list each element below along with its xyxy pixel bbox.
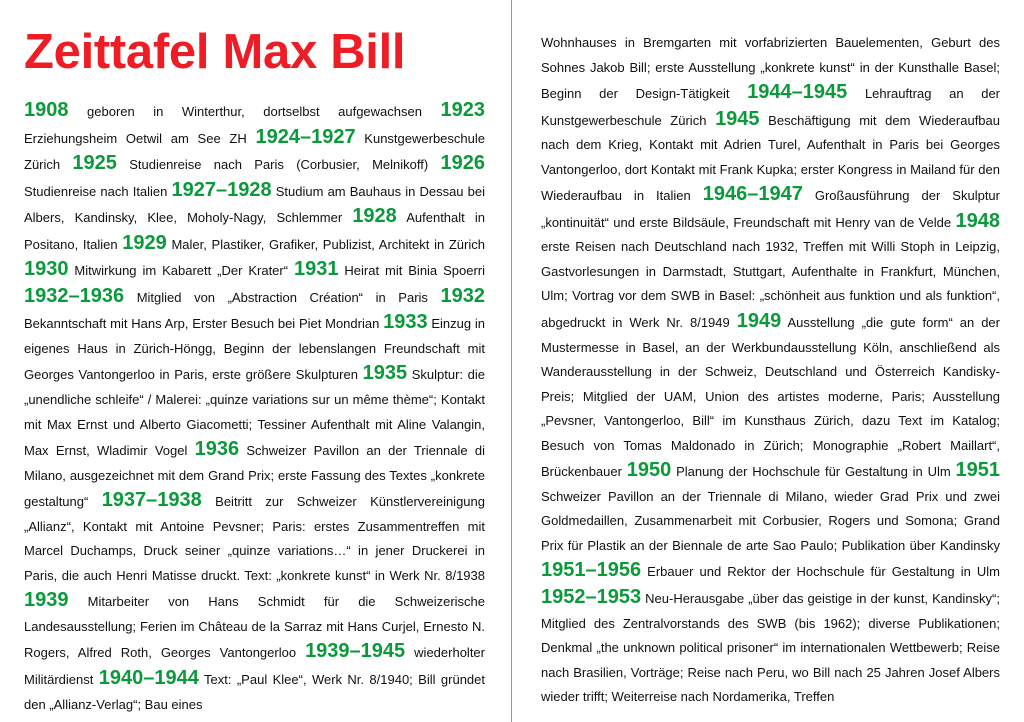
entry-text: Schweizer Pavillon an der Triennale di Milano, ausgezeichnet mit dem Grand Prix; erste Fassung des Textes „konkrete gestaltung“ bbox=[24, 443, 485, 510]
year-label: 1944–1945 bbox=[747, 81, 848, 104]
year-label: 1929 bbox=[122, 231, 167, 254]
entry-text: Planung der Hochschule für Gestaltung in Ulm bbox=[671, 464, 956, 480]
year-label: 1930 bbox=[24, 258, 69, 281]
entry-text: Ausstellung „die gute form“ an der Mustermesse in Basel, an der Werkbundausstellung Köln, anschließend als Wanderausstellung in der Schweiz, Deutschland und Österreich Kandisky-Preis; Mitglied der UAM, Union des artistes moderne, Paris; Ausstellung „Pevsner, Vantongerloo, Bill“ im Kunsthaus Zürich, dazu Text im Katalog; Besuch von Tomas Maldonado in Zürich; Monographie „Robert Maillart“, Brückenbauer bbox=[541, 315, 1000, 480]
year-label: 1935 bbox=[362, 362, 408, 385]
year-label: 1923 bbox=[440, 99, 485, 121]
entry-text: Lehrauftrag an der Kunstgewerbeschule Zürich bbox=[541, 86, 1000, 128]
entry-text: Schweizer Pavillon an der Triennale di Milano, wieder Grad Prix und zwei Goldmedaillen, Zusammenarbeit mit Corbusier, Rogers und Somona; Grand Prix für Plastik an der Biennale de arte Sao Paulo; Publikation über Kandinsky bbox=[541, 488, 1000, 553]
entry-text: Studium am Bauhaus in Dessau bei Albers, Kandinsky, Klee, Moholy-Nagy, Schlemmer bbox=[24, 183, 485, 226]
year-label: 1939 bbox=[24, 589, 69, 612]
entry-text: Heirat mit Binia Spoerri bbox=[338, 263, 485, 279]
year-label: 1948 bbox=[955, 209, 1000, 232]
entry-text: Skulptur: die „unendliche schleife“ / Malerei: „quinze variations sur un même thème“; Kontakt mit Max Ernst und Alberto Giacometti; Tessiner Aufenthalt mit Aline Valangin, Max Ernst, Wladimir Vogel bbox=[24, 367, 486, 459]
entry-text: Text: „Paul Klee“, Werk Nr. 8/1940; Bill gründet den „Allianz-Verlag“; Bau eines bbox=[24, 672, 485, 712]
year-label: 1949 bbox=[736, 310, 782, 333]
year-label: 1951 bbox=[955, 459, 1000, 482]
entry-text: Einzug in eigenes Haus in Zürich-Höngg, Beginn der lebenslangen Freundschaft mit Georges Vantongerloo in Paris, erste größere Skulpturen bbox=[24, 316, 485, 383]
year-label: 1950 bbox=[626, 459, 672, 482]
year-label: 1937–1938 bbox=[101, 489, 202, 512]
year-label: 1933 bbox=[383, 311, 428, 334]
entry-text: Mitarbeiter von Hans Schmidt für die Schweizerische Landesausstellung; Ferien im Château de la Sarraz mit Hans Curjel, Ernesto N. Rogers, Alfred Roth, Georges Vantongerloo bbox=[24, 594, 485, 661]
entry-text: Mitwirkung im Kabarett „Der Krater“ bbox=[68, 263, 294, 279]
year-label: 1945 bbox=[715, 107, 760, 130]
entry-text: Kunstgewerbeschule Zürich bbox=[24, 130, 485, 173]
year-label: 1925 bbox=[72, 152, 117, 175]
entry-text: Bekanntschaft mit Hans Arp, Erster Besuch bei Piet Mondrian bbox=[24, 316, 384, 332]
year-label: 1939–1945 bbox=[305, 640, 406, 663]
continuation-text: Wohnhauses in Bremgarten mit vorfabrizierten Bauelementen, Geburt des Sohnes Jakob Bill; erste Ausstellung „konkrete kunst“ in der Kunsthalle Basel; Beginn der Design-Tätigkeit bbox=[541, 35, 1000, 102]
entry-text: Maler, Plastiker, Grafiker, Publizist, Architekt in Zürich bbox=[166, 236, 485, 252]
entry-text: geboren in Winterthur, dortselbst aufgewachsen bbox=[68, 104, 441, 119]
year-label: 1908 bbox=[24, 99, 69, 121]
page-title: Zeittafel Max Bill bbox=[24, 25, 406, 79]
entry-text: wiederholter Militärdienst bbox=[24, 645, 485, 688]
year-label: 1932 bbox=[440, 284, 485, 307]
timeline-entries-right bbox=[541, 81, 1001, 705]
timeline-text-right bbox=[541, 31, 1000, 710]
year-label: 1927–1928 bbox=[171, 178, 272, 201]
entry-text: Großausführung der Skulptur „kontinuität“ und erste Bildsäule, Freundschaft mit Henry van de Velde bbox=[541, 188, 1000, 230]
year-label: 1951–1956 bbox=[541, 559, 642, 582]
right-page bbox=[512, 0, 1024, 722]
entry-text: Erziehungsheim Oetwil am See ZH bbox=[24, 130, 256, 146]
entry-text: Aufenthalt in Positano, Italien bbox=[24, 210, 486, 252]
entry-text: Neu-Herausgabe „über das geistige in der kunst, Kandinsky“; Mitglied des Zentralvorstands des SWB (bis 1962); diverse Publikationen; Denkmal „the unknown political prisoner“ im internationalen Wettbewerb; Reise nach Brasilien, Vorträge; Reise nach Peru, wo Bill nach 25 Jahren Josef Albers wieder trifft; Weiterreise nach Nordamerika, Treffen bbox=[541, 591, 1000, 705]
year-label: 1936 bbox=[194, 438, 240, 461]
timeline-text-left bbox=[24, 98, 485, 717]
year-label: 1931 bbox=[294, 258, 339, 281]
entry-text: Erbauer und Rektor der Hochschule für Gestaltung in Ulm bbox=[641, 564, 1000, 580]
entry-text: Beschäftigung mit dem Wiederaufbau nach dem Krieg, Kontakt mit Adrien Turel, Aufenthalt in Paris bei Georges Vantongerloo, dort Kontakt mit Frank Kupka; erster Kongress in Mailand für den Wiederaufbau in Italien bbox=[541, 112, 1001, 204]
year-label: 1932–1936 bbox=[24, 284, 125, 307]
entry-text: Mitglied von „Abstraction Création“ in Paris bbox=[124, 289, 441, 305]
year-label: 1940–1944 bbox=[98, 667, 199, 690]
entry-text: Studienreise nach Paris (Corbusier, Melnikoff) bbox=[116, 157, 441, 173]
year-label: 1946–1947 bbox=[702, 183, 803, 206]
year-label: 1928 bbox=[352, 205, 397, 228]
entry-text: erste Reisen nach Deutschland nach 1932, Treffen mit Willi Stoph in Leipzig, Gastvorlesungen in Darmstadt, Stuttgart, Aufenthalte in Frankfurt, München, Ulm; Vortrag vor dem SWB in Basel: „schönheit aus funktion und als funktion“, abgedruckt in Werk Nr. 8/1949 bbox=[541, 239, 1000, 331]
year-label: 1952–1953 bbox=[541, 586, 642, 609]
entry-text: Studienreise nach Italien bbox=[24, 183, 172, 199]
left-page bbox=[0, 0, 511, 722]
year-label: 1924–1927 bbox=[255, 125, 356, 148]
entry-text: Beitritt zur Schweizer Künstlervereinigung „Allianz“, Kontakt mit Antoine Pevsner; Paris: erstes Zusammentreffen mit Marcel Duchamps, Druck seiner „quinze variations…“ in jener Druckerei in Paris, die auch Henri Matisse druckt. Text: „konkrete kunst“ in Werk Nr. 8/1938 bbox=[24, 494, 485, 583]
year-label: 1926 bbox=[440, 152, 485, 175]
